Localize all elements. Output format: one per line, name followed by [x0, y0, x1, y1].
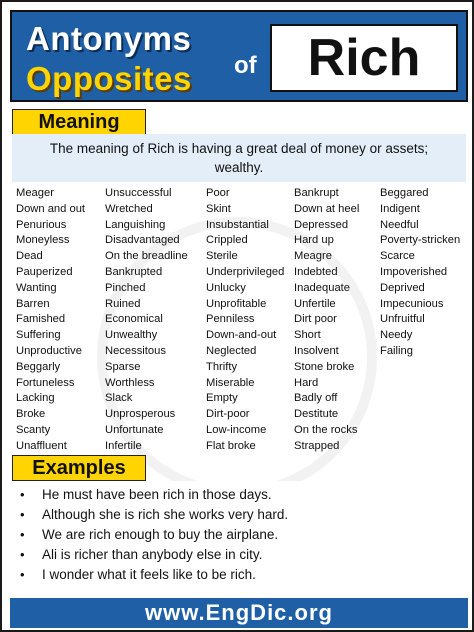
example-text: I wonder what it feels like to be rich. [42, 567, 256, 582]
antonym-item: Beggarly [16, 360, 61, 373]
antonym-item: Unwealthy [105, 329, 158, 342]
antonym-item: Short [294, 329, 321, 342]
website-url: www.EngDic.org [145, 600, 333, 625]
example-text: We are rich enough to buy the airplane. [42, 527, 279, 542]
antonym-item: Penurious [16, 218, 67, 231]
antonym-item: Dirt poor [294, 313, 337, 326]
antonym-column-3 [206, 186, 284, 455]
headword-box [270, 24, 458, 92]
title-connector: of [234, 52, 257, 79]
antonym-item: Sterile [206, 250, 238, 263]
antonym-item: Slack [105, 392, 133, 405]
headword: Rich [307, 29, 421, 87]
bullet-icon: • [20, 487, 25, 502]
antonym-item: Wretched [105, 202, 153, 215]
example-text: Ali is richer than anybody else in city. [42, 547, 263, 562]
antonym-item: Inadequate [294, 281, 350, 294]
examples-list [12, 481, 466, 593]
antonym-item: Neglected [206, 344, 257, 357]
antonym-item: Indigent [380, 202, 420, 215]
example-sentence [12, 565, 466, 585]
antonym-item: Down-and-out [206, 329, 277, 342]
antonym-item: Wanting [16, 281, 57, 294]
example-sentence [12, 525, 466, 545]
bullet-icon: • [20, 507, 25, 522]
antonym-column-4 [294, 186, 359, 455]
antonym-item: Impecunious [380, 297, 444, 310]
antonym-item: Stone broke [294, 360, 355, 373]
antonym-item: Hard up [294, 234, 334, 247]
bullet-icon: • [20, 547, 25, 562]
antonym-item: Broke [16, 408, 46, 421]
antonym-item: Beggared [380, 187, 429, 199]
antonym-item: Unlucky [206, 281, 246, 294]
antonym-item: Famished [16, 313, 66, 326]
meaning-label: Meaning [12, 109, 146, 135]
antonym-item: Flat broke [206, 439, 256, 452]
antonym-item: Suffering [16, 329, 61, 342]
antonym-item: Sparse [105, 360, 141, 373]
antonym-item: Scanty [16, 423, 51, 436]
antonym-item: Lacking [16, 392, 55, 405]
antonym-item: Down and out [16, 202, 86, 215]
antonym-item: Ruined [105, 297, 141, 310]
antonym-column-1 [16, 186, 85, 455]
antonym-item: Bankrupt [294, 187, 339, 199]
antonym-item: Empty [206, 392, 238, 405]
antonym-item: Unprosperous [105, 408, 176, 421]
antonym-item: Bankrupted [105, 265, 163, 278]
antonym-item: Penniless [206, 313, 255, 326]
antonym-item: Meagre [294, 250, 332, 263]
antonym-item: On the breadline [105, 250, 188, 263]
example-sentence [12, 485, 466, 505]
antonym-item: Necessitous [105, 344, 166, 357]
antonym-item: Unproductive [16, 344, 82, 357]
antonym-item: Poverty-stricken [380, 234, 461, 247]
antonym-column-5 [380, 186, 460, 360]
antonym-item: Deprived [380, 281, 425, 294]
antonym-item: Needy [380, 329, 413, 342]
antonym-item: Economical [105, 313, 163, 326]
example-sentence [12, 505, 466, 525]
antonym-item: Unfertile [294, 297, 336, 310]
antonym-item: Poor [206, 187, 230, 199]
footer-banner [10, 598, 468, 628]
antonym-item: On the rocks [294, 423, 358, 436]
antonym-item: Needful [380, 218, 419, 231]
antonym-item: Infertile [105, 439, 142, 452]
antonym-item: Indebted [294, 265, 338, 278]
example-sentence [12, 545, 466, 565]
antonym-item: Impoverished [380, 265, 448, 278]
antonym-item: Fortuneless [16, 376, 75, 389]
antonym-item: Depressed [294, 218, 349, 231]
antonym-column-2 [105, 186, 188, 455]
antonym-columns [2, 186, 474, 454]
antonym-item: Moneyless [16, 234, 70, 247]
antonym-item: Unaffluent [16, 439, 67, 452]
antonym-item: Disadvantaged [105, 234, 180, 247]
antonym-item: Insubstantial [206, 218, 269, 231]
antonym-item: Down at heel [294, 202, 360, 215]
antonym-item: Skint [206, 202, 231, 215]
antonym-item: Strapped [294, 439, 340, 452]
antonym-item: Unfortunate [105, 423, 164, 436]
antonym-item: Pinched [105, 281, 146, 294]
bullet-icon: • [20, 567, 25, 582]
examples-label: Examples [12, 455, 146, 481]
antonym-item: Badly off [294, 392, 338, 405]
antonym-item: Hard [294, 376, 319, 389]
antonym-item: Dirt-poor [206, 408, 250, 421]
antonym-item: Unsuccessful [105, 187, 172, 199]
antonym-item: Destitute [294, 408, 339, 421]
antonym-item: Dead [16, 250, 43, 263]
antonym-item: Scarce [380, 250, 415, 263]
antonym-item: Failing [380, 344, 413, 357]
example-text: Although she is rich she works very hard. [42, 507, 289, 522]
meaning-text: The meaning of Rich is having a great deal of money or assets; wealthy. [49, 141, 429, 175]
antonym-item: Worthless [105, 376, 155, 389]
antonym-item: Barren [16, 297, 50, 310]
antonym-item: Meager [16, 187, 54, 199]
antonym-item: Miserable [206, 376, 255, 389]
antonym-item: Low-income [206, 423, 267, 436]
header-banner [10, 10, 468, 102]
title-antonyms: Antonyms [26, 20, 192, 57]
antonym-item: Unfruitful [380, 313, 425, 326]
bullet-icon: • [20, 527, 25, 542]
example-text: He must have been rich in those days. [42, 487, 272, 502]
antonym-item: Languishing [105, 218, 166, 231]
antonym-item: Unprofitable [206, 297, 267, 310]
antonym-item: Thrifty [206, 360, 238, 373]
antonym-item: Underprivileged [206, 265, 285, 278]
antonym-item: Pauperized [16, 265, 73, 278]
antonym-item: Crippled [206, 234, 248, 247]
antonym-item: Insolvent [294, 344, 339, 357]
title-opposites: Opposites [26, 60, 192, 97]
meaning-box [12, 134, 466, 182]
